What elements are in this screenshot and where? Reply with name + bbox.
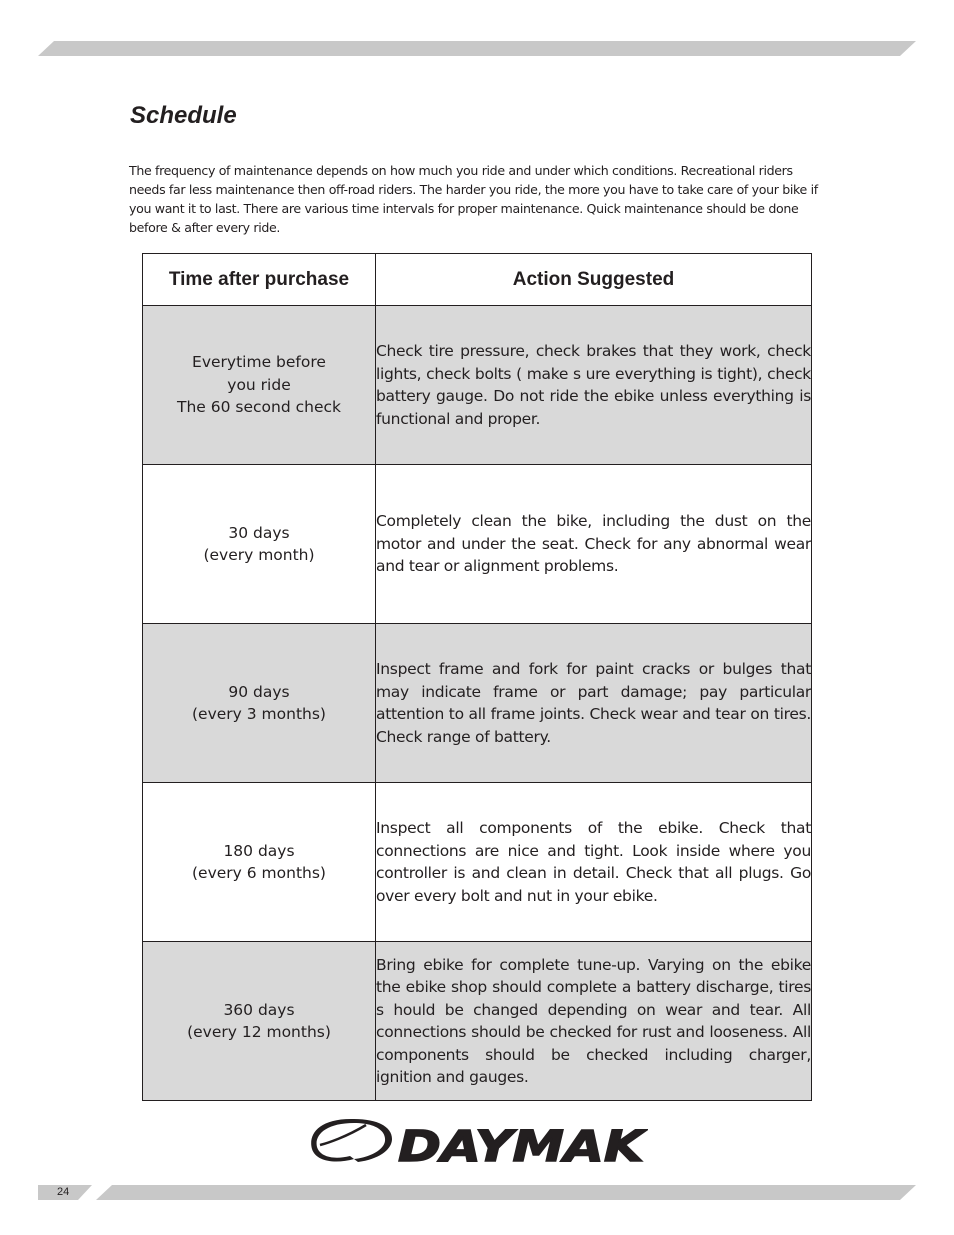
time-cell: 90 days (every 3 months) bbox=[143, 624, 376, 783]
column-header-time: Time after purchase bbox=[143, 254, 376, 306]
action-cell: Inspect all components of the ebike. Check that connections are nice and tight. Look inside where you controller is and clean in detail. Check that all plugs. Go over every bolt and nut in your ebike. bbox=[376, 783, 812, 942]
table-row bbox=[143, 942, 812, 1101]
swoosh-icon bbox=[311, 1119, 392, 1162]
time-cell: 360 days (every 12 months) bbox=[143, 942, 376, 1101]
time-cell: 30 days (every month) bbox=[143, 465, 376, 624]
time-cell: Everytime before you ride The 60 second check bbox=[143, 306, 376, 465]
table-header-row bbox=[143, 254, 812, 306]
footer-band bbox=[96, 1185, 916, 1200]
action-cell: Bring ebike for complete tune-up. Varying on the ebike the ebike shop should complete a battery discharge, tires s hould be changed depending on wear and tear. All connections should be checked for rust and looseness. All components should be checked including charger, ignition and gauges. bbox=[376, 942, 812, 1101]
table-row bbox=[143, 306, 812, 465]
page-number: 24 bbox=[57, 1186, 70, 1198]
action-cell: Completely clean the bike, including the dust on the motor and under the seat. Check for any abnormal wear and tear or alignment problems. bbox=[376, 465, 812, 624]
time-cell: 180 days (every 6 months) bbox=[143, 783, 376, 942]
column-header-action: Action Suggested bbox=[376, 254, 812, 306]
table-row bbox=[143, 465, 812, 624]
table-row bbox=[143, 624, 812, 783]
header-band bbox=[38, 41, 916, 56]
page-title: Schedule bbox=[130, 102, 237, 129]
table-row bbox=[143, 783, 812, 942]
action-cell: Check tire pressure, check brakes that they work, check lights, check bolts ( make s ure everything is tight), check battery gauge. Do not ride the ebike unless everything is functional and proper. bbox=[376, 306, 812, 465]
action-cell: Inspect frame and fork for paint cracks or bulges that may indicate frame or part damage; pay particular attention to all frame joints. Check wear and tear on tires. Check range of battery. bbox=[376, 624, 812, 783]
daymak-logo bbox=[306, 1115, 648, 1167]
logo-wordmark: DAYMAK bbox=[398, 1122, 648, 1167]
intro-paragraph: The frequency of maintenance depends on how much you ride and under which conditions. Recreational riders needs far less maintenance then off-road riders. The harder you ride, the more you have to take care of your bike if you want it to last. There are various time intervals for proper maintenance. Quick maintenance should be done before & after every ride. bbox=[129, 163, 818, 235]
maintenance-schedule-table bbox=[142, 253, 812, 1101]
